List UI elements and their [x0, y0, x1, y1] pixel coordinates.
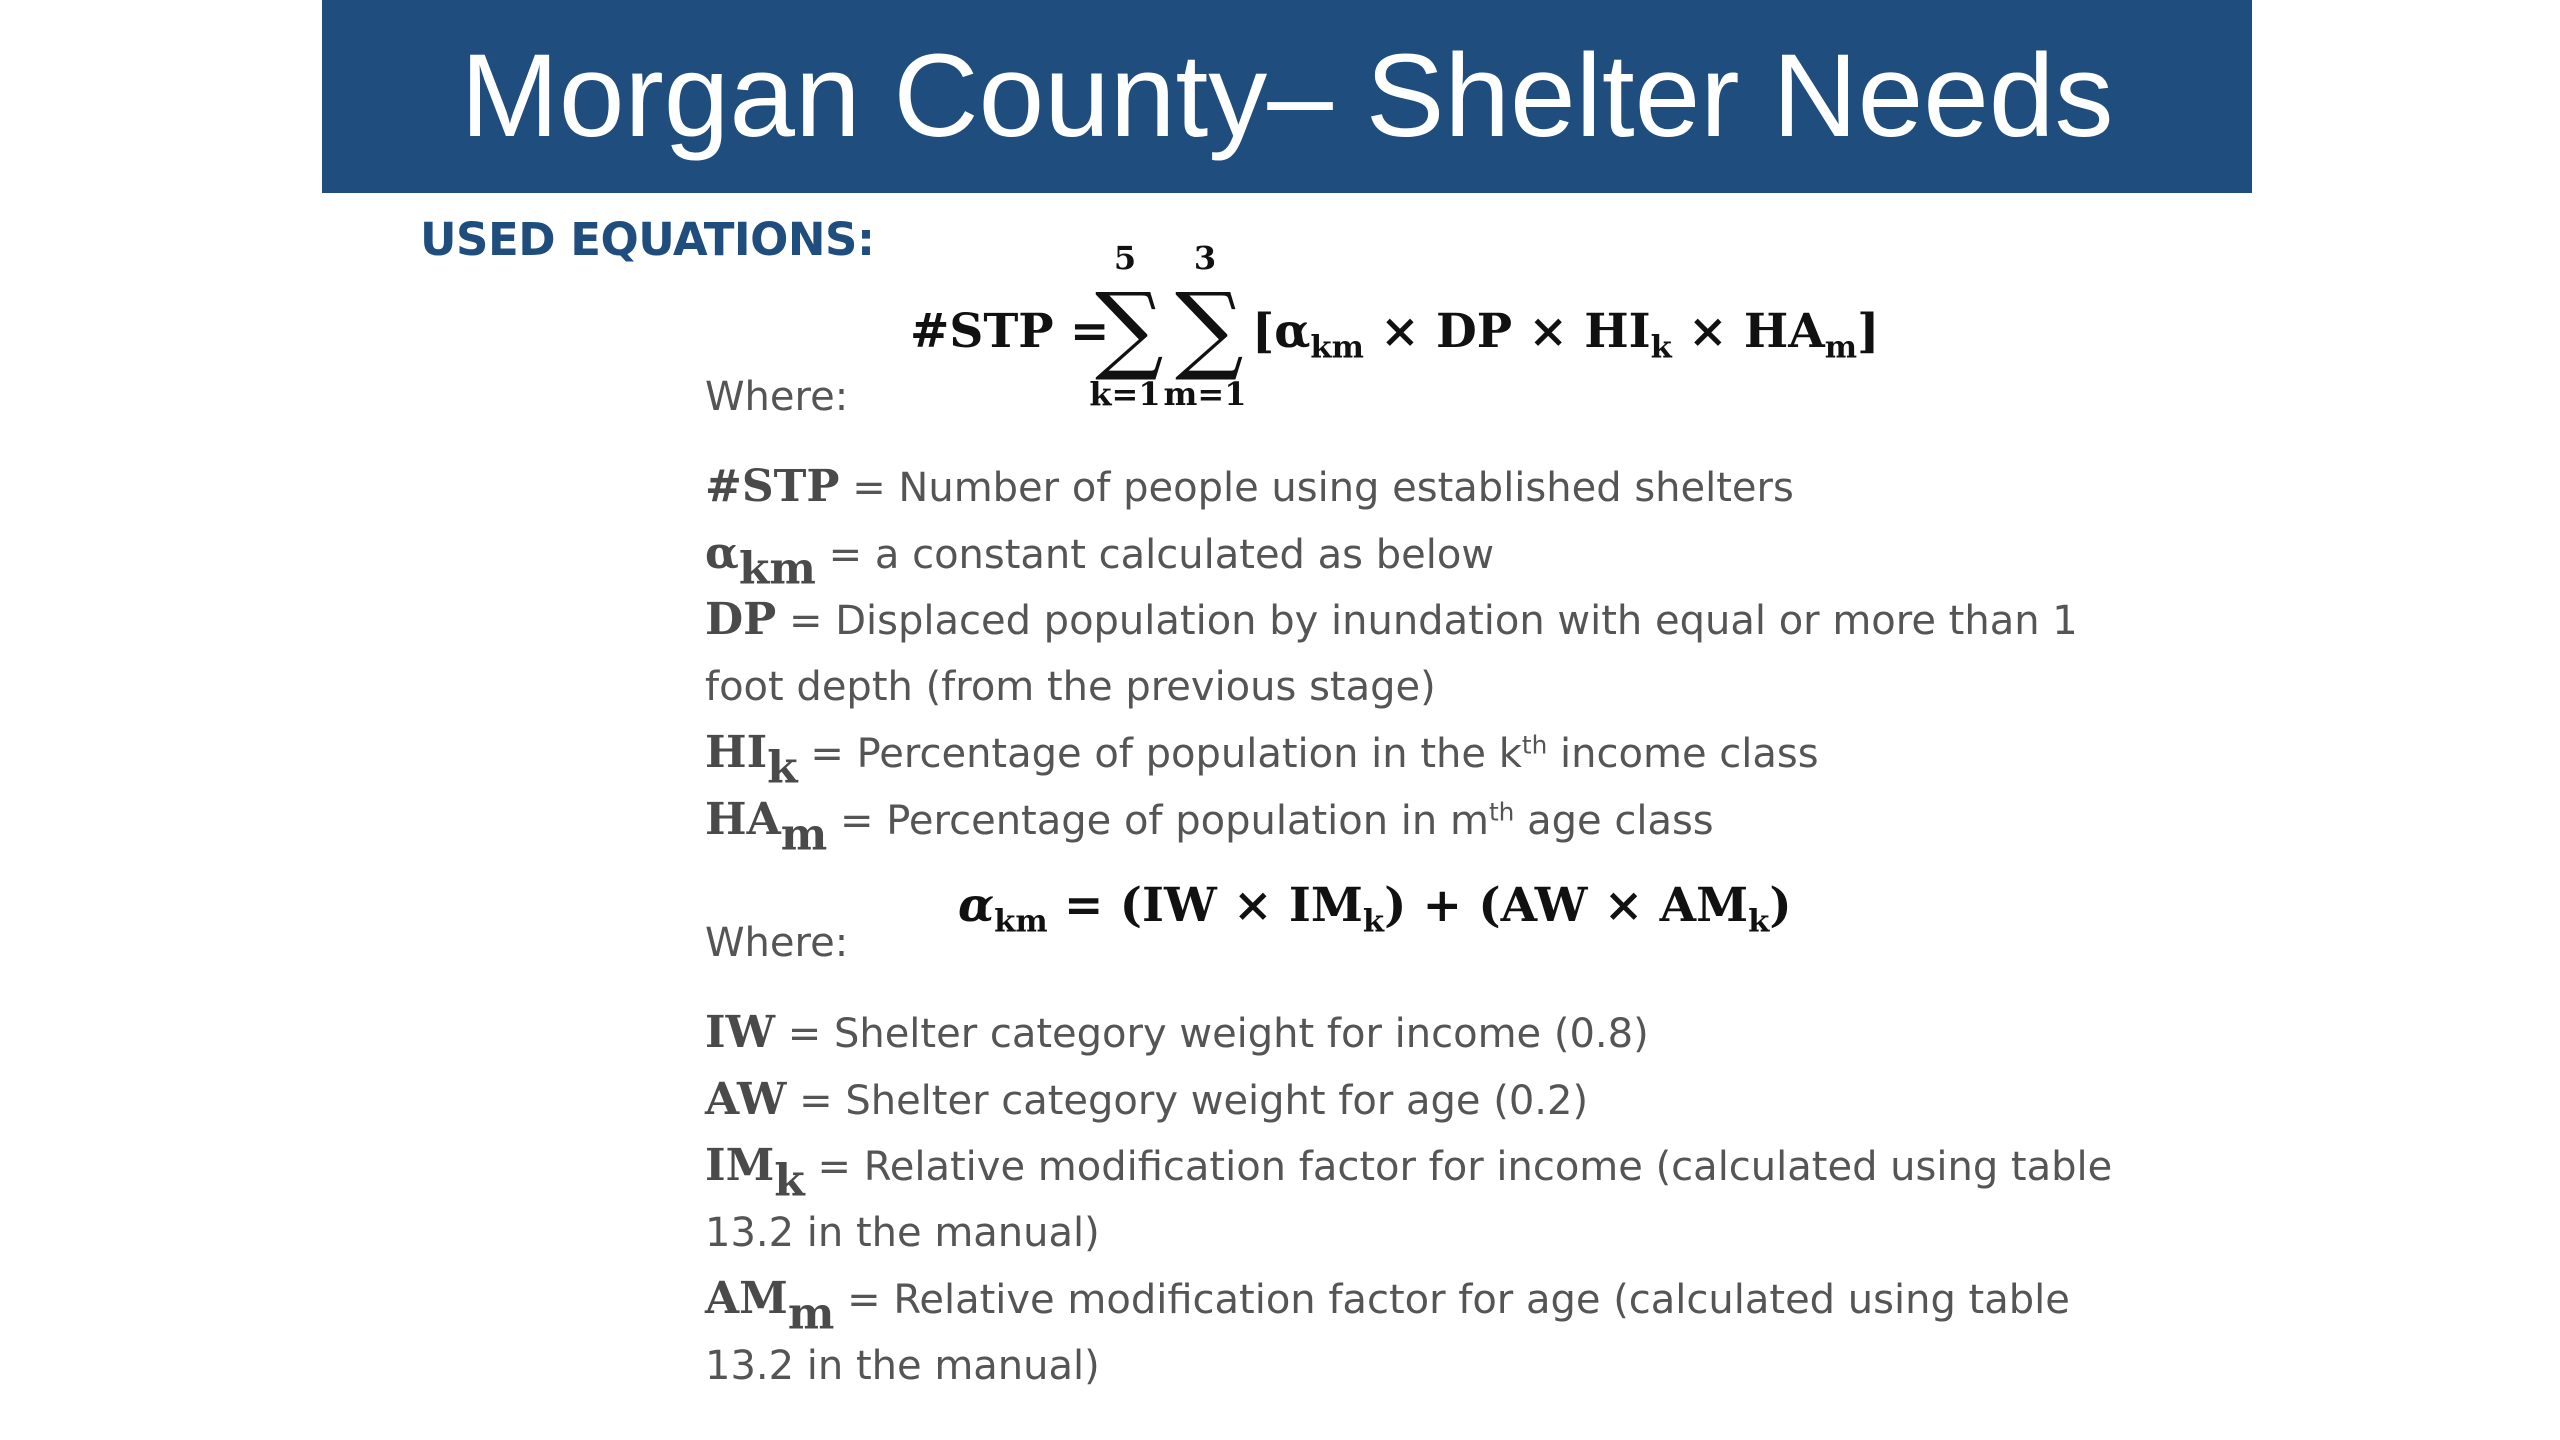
section-heading: USED EQUATIONS: — [420, 213, 875, 266]
definition-aw: AW = Shelter category weight for age (0.2) — [705, 1073, 1589, 1125]
where-label-2: Where: — [705, 920, 849, 966]
sum1-lower-limit: k=1 — [1089, 375, 1161, 413]
definition-am: $AM_m$ = Relative modification factor for age (calculated using table — [705, 1273, 2070, 1340]
sum1-upper-limit: 5 — [1113, 239, 1137, 277]
definitions-list-1 — [705, 454, 2105, 860]
sum2-sigma: ∑ — [1175, 272, 1244, 384]
equation-lhs: #STP = — [910, 304, 1110, 359]
definition-dp-continued: foot depth (from the previous stage) — [705, 663, 1436, 710]
slide-title: Morgan County– Shelter Needs — [460, 30, 2114, 162]
title-banner — [322, 0, 2252, 193]
sum2-upper-limit: 3 — [1193, 239, 1217, 277]
definitions-list-2 — [705, 1000, 2113, 1399]
definition-dp: DP = Displaced population by inundation with equal or more than 1 — [705, 594, 2078, 645]
alpha-equation: $\alpha_{km} = (IW \times IM_k) + (AW \times AM_k)$ — [958, 878, 1792, 940]
definition-hi: $HI_k$ = Percentage of population in the $k^{th}$ income class — [705, 727, 1819, 794]
definition-iw: IW = Shelter category weight for income (0.8) — [705, 1007, 1649, 1058]
where-label-1: Where: — [705, 374, 849, 420]
definition-am-continued: 13.2 in the manual) — [705, 1342, 1100, 1389]
definition-alpha: $\alpha_{km} = a$ constant calculated as below — [705, 527, 1495, 594]
sum1-sigma: ∑ — [1095, 272, 1164, 384]
stp-equation — [910, 239, 1880, 420]
sum2-lower-limit: m=1 — [1163, 375, 1247, 413]
summation-term: [$\alpha_{km}$ × DP × $HI_k \times HA_m$] — [1252, 304, 1880, 366]
definition-im: $IM_k$ = Relative modification factor for income (calculated using table — [705, 1140, 2113, 1207]
definition-ha: $HA_m$ = Percentage of population in $m^{th}$ age class — [705, 793, 1714, 860]
definition-im-continued: 13.2 in the manual) — [705, 1209, 1100, 1256]
definition-stp: #STP = Number of people using established shelters — [705, 461, 1794, 512]
